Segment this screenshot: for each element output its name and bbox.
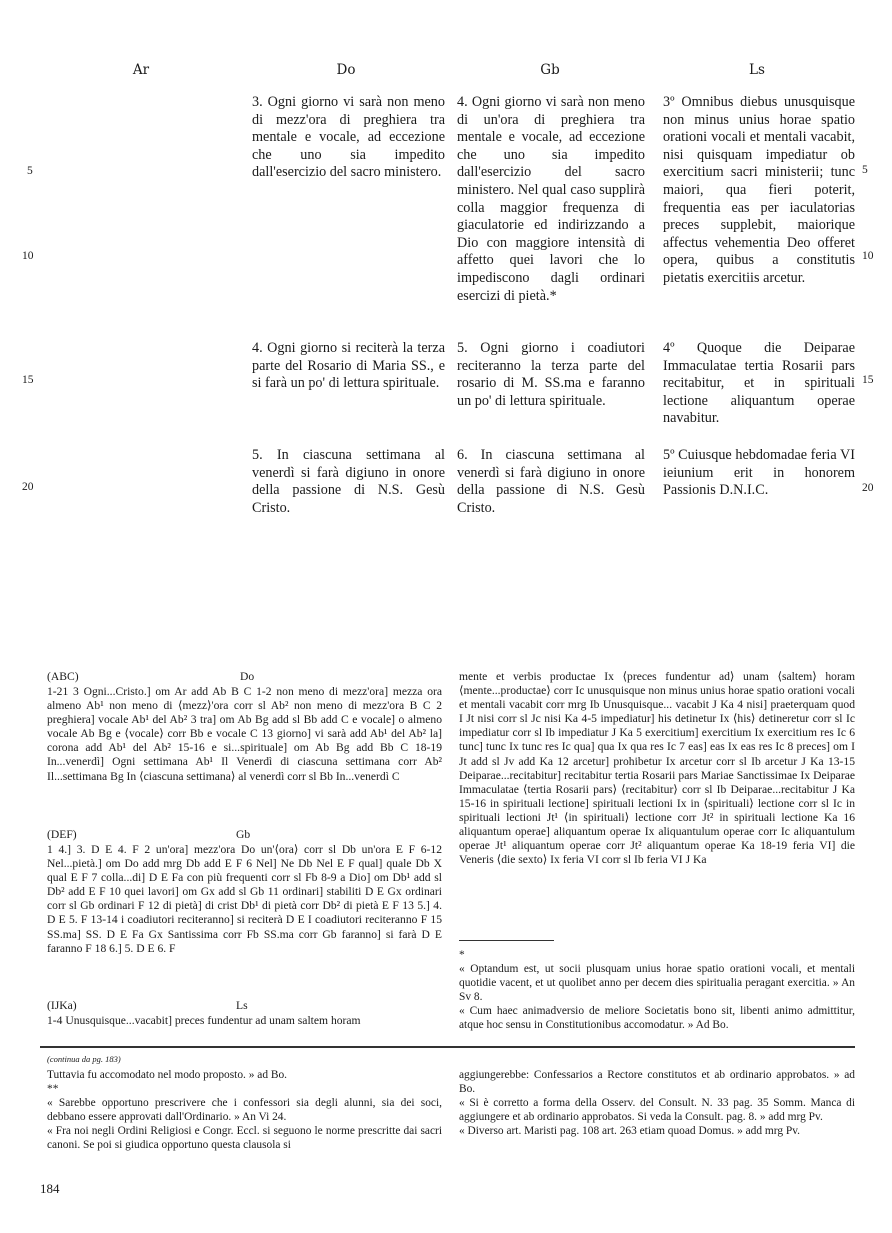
line-number-right-10: 10 bbox=[862, 250, 874, 262]
article-gb-4: 4. Ogni giorno vi sarà non meno di un'ora di preghiera tra mentale e vocale, ad eccezione che uno sia impedito dall'esercizio del sacro ministero. Nel qual caso supplirà colla maggior frequenza di giaculatorie ed indirizzando a Dio con maggiore intensità di affetto quei lavori che lo impediscono dagli ordinari esercizi di pietà.* bbox=[457, 94, 645, 304]
bottom-note-left-2: ** bbox=[47, 1083, 59, 1095]
bottom-note-right-2: « Si è corretto a forma della Osserv. del Consult. N. 33 pag. 35 Somm. Manca di aggiungere et ab ordinario approbatos. Si veda la Consult. pag. 8. » add mrg Pv. bbox=[459, 1097, 855, 1123]
article-ls-5: 5º Cuiusque hebdomadae feria VI ieiunium erit in honorem Passionis D.N.I.C. bbox=[663, 447, 855, 499]
apparatus-def-sigla: (DEF) bbox=[47, 828, 77, 841]
continued-label: (continua da pg. 183) bbox=[47, 1054, 121, 1064]
footnote-separator bbox=[459, 940, 554, 941]
line-number-left-10: 10 bbox=[22, 250, 34, 262]
column-header-ls: Ls bbox=[749, 62, 765, 78]
column-header-ar: Ar bbox=[132, 62, 150, 78]
bottom-notes-left bbox=[47, 1052, 442, 1152]
line-number-left-5: 5 bbox=[27, 165, 33, 177]
line-number-left-20: 20 bbox=[22, 481, 34, 493]
bottom-note-left-4: « Fra noi negli Ordini Religiosi e Congr. Eccl. si seguono le norme prescritte dai sacri canoni. Se poi si giudica opportuno questa clausola si bbox=[47, 1125, 442, 1151]
bottom-note-left-3: « Sarebbe opportuno prescrivere che i confessori sia degli alunni, sia dei soci, debbano essere approvati dall'Ordinario. » An Vi 24. bbox=[47, 1097, 442, 1123]
line-number-right-15: 15 bbox=[862, 374, 874, 386]
apparatus-abc-sigla: (ABC) bbox=[47, 670, 79, 683]
article-do-5: 5. In ciascuna settimana al venerdì si farà digiuno in onore della passione di N.S. Gesù Cristo. bbox=[252, 447, 445, 516]
article-do-4: 4. Ogni giorno si reciterà la terza parte del Rosario di Maria SS., e si farà un po' di lettura spirituale. bbox=[252, 340, 445, 392]
page-number: 184 bbox=[40, 1181, 60, 1196]
apparatus-abc-text: 1-21 3 Ogni...Cristo.] om Ar add Ab B C 1-2 non meno di mezz'ora] mezza ora almeno Ab¹ non meno di ⟨mezz⟩'ora corr sl Ab² non meno di mezz'ora B C 2 preghiera] vocale Ab¹ del Ab² 3 tra] om Ab Bg add sl Bb add C e vocale] o almeno vocale Ab Bg e ⟨vocale⟩ corr Bb e vocale C 13 giorno] vi sarà add Ab¹ del Ab² la] corona add Ab¹ del Ab² 15-16 e si...spirituale] om Ab Bg add Bb C 18-19 In...venerdì] Ogni settimana Ab¹ Il Venerdì di ciascuna settimana corr Ab² Il...settimana Bg In ⟨ciascuna settimana⟩ al venerdì corr sl Bb In...venerdì C bbox=[47, 685, 442, 783]
bottom-note-right-1: aggiungerebbe: Confessarios a Rectore constitutos et ab ordinario approbatos. » ad Bo. bbox=[459, 1069, 855, 1095]
apparatus-ijka-source: Ls bbox=[236, 999, 248, 1012]
bottom-note-left-1: Tuttavia fu accomodato nel modo proposto. » ad Bo. bbox=[47, 1069, 288, 1081]
apparatus-abc-source: Do bbox=[240, 670, 255, 683]
line-number-left-15: 15 bbox=[22, 374, 34, 386]
apparatus-def-source: Gb bbox=[236, 828, 251, 841]
apparatus-ijka bbox=[47, 999, 442, 1028]
bottom-notes-rule bbox=[40, 1046, 855, 1048]
column-header-gb: Gb bbox=[540, 62, 560, 78]
apparatus-ijka-continued: mente et verbis productae Ix ⟨preces fundentur ad⟩ unam ⟨saltem⟩ horam ⟨mente...productae⟩ corr Ic unusquisque non minus unius horae spatio orationi vocali et mentali vacabit corr mrg Ib Unusquisque... vacabit J Ka 4 nisi] praeterquam quod I Jt nisi corr sl Jc nisi Ka 4-5 impediatur] his detinetur Ix ⟨his⟩ detineretur corr sl Ic impediatur corr sl Ib impediatur J Ka 5 exercitium] exercitium Ix exercitium res Ic 6 tunc] tunc Ix tunc res Ic qua] qua Ix qua res Ic 7 eas] eas Ix eas res Ic 8 preces] om I Jt add sl Jv add Ka 12 arcetur] prohibetur Ix arcetur corr sl Ib arcetur J Ka 13-15 Deiparae...recitabitur] recitabitur tertia Rosarii pars Mariae Sanctissimae Ix Deiparae Immaculatae ⟨tertia Rosarii pars⟩ ⟨recitabitur⟩ corr sl Ib Deiparae...recitabitur J Ka 15-16 in spirituali lectione] spirituali lectioni Ix in ⟨spirituali⟩ lectione corr sl Ic in spirituali lectioni Jt¹ ⟨in spirituali⟩ lectione corr Jt² in spirituali lectione Ka 16 aliquantum operae] aliquantum operae Ix aliquantulum operae corr Ic aliquantulum operae Jt¹ aliquantum operae corr Jt² aliquantum operae Ka 18-19 feria VI] die Veneris ⟨die sexto⟩ Ix feria VI corr sl Ib feria VI J Ka bbox=[459, 670, 855, 867]
line-number-right-20: 20 bbox=[862, 482, 874, 494]
article-ls-3: 3º Omnibus diebus unusquisque non minus unius horae spatio orationi vocali et mentali vacabit, nisi quisquam impediatur ob exercitium sacri ministerii; tunc maiori, qua fieri poterit, frequentia eas per iaculatorias preces supplebit, maiorique affectus vehementia Deo offeret opera, quibus a constitutis pietatis exercitiis arcetur. bbox=[663, 94, 855, 286]
line-number-right-5: 5 bbox=[862, 164, 868, 176]
apparatus-def-text: 1 4.] 3. D E 4. F 2 un'ora] mezz'ora Do un'⟨ora⟩ corr sl Db un'ora E F 6-12 Nel...pietà.] om Do add mrg Db add E F 6 Nel] Ne Db Nel E F qual] quale Db X qual E F 7 colla...di] D E Fa con più frequenti corr sl Fb 8-9 a Dio] om Db¹ add sl Db² add E F 10 quei lavori] om Gx add sl Gb 11 ordinari] stabiliti D E Gx ordinari corr sl Gb ordinari F 12 di pietà] di crist Db¹ di pietà corr Db² di pietà E F 13 5.] 4. D E 5. F 13-14 i coadiutori reciteranno] si reciterà D E I coadiutori reciteranno F 15 SS.ma] SS. D E Fa Gx Santissima corr Fb SS.ma corr Gb faranno] si farà D E faranno F 18 6.] 5. D E 6. F bbox=[47, 843, 442, 955]
footnote-star bbox=[459, 948, 855, 1032]
article-do-3: 3. Ogni giorno vi sarà non meno di mezz'ora di preghiera tra mentale e vocale, ad eccezione che uno sia impedito dall'esercizio del sacro ministero. bbox=[252, 94, 445, 181]
apparatus-ijka-sigla: (IJKa) bbox=[47, 999, 77, 1012]
article-gb-5: 5. Ogni giorno i coadiutori reciteranno la terza parte del rosario di M. SS.ma e faranno un po' di lettura spirituale. bbox=[457, 340, 645, 409]
apparatus-abc bbox=[47, 670, 442, 784]
apparatus-ijka-text-start: 1-4 Unusquisque...vacabit] preces fundentur ad unam saltem horam bbox=[47, 1014, 361, 1027]
footnote-star-note-1: « Optandum est, ut socii plusquam unius horae spatio orationi vocali, et mentali quotidie vacent, et ut quolibet anno per decem dies spiritualia peragant exercitia. » An Sv 8. bbox=[459, 963, 855, 1003]
article-gb-6: 6. In ciascuna settimana al venerdì si farà digiuno in onore della passione di N.S. Gesù Cristo. bbox=[457, 447, 645, 516]
apparatus-def bbox=[47, 828, 442, 956]
column-header-do: Do bbox=[336, 62, 356, 78]
article-ls-4: 4º Quoque die Deiparae Immaculatae tertia Rosarii pars recitabitur, et in spirituali lectione aliquantum operae navabitur. bbox=[663, 340, 855, 427]
bottom-note-right-3: « Diverso art. Maristi pag. 108 art. 263 etiam quoad Domus. » add mrg Pv. bbox=[459, 1125, 801, 1137]
bottom-notes-right bbox=[459, 1068, 855, 1138]
footnote-star-note-2: « Cum haec animadversio de meliore Societatis bono sit, libenti animo admittitur, atque hoc sensu in Constitutionibus accomodatur. » Ad Bo. bbox=[459, 1005, 855, 1031]
footnote-star-marker: * bbox=[459, 949, 465, 961]
